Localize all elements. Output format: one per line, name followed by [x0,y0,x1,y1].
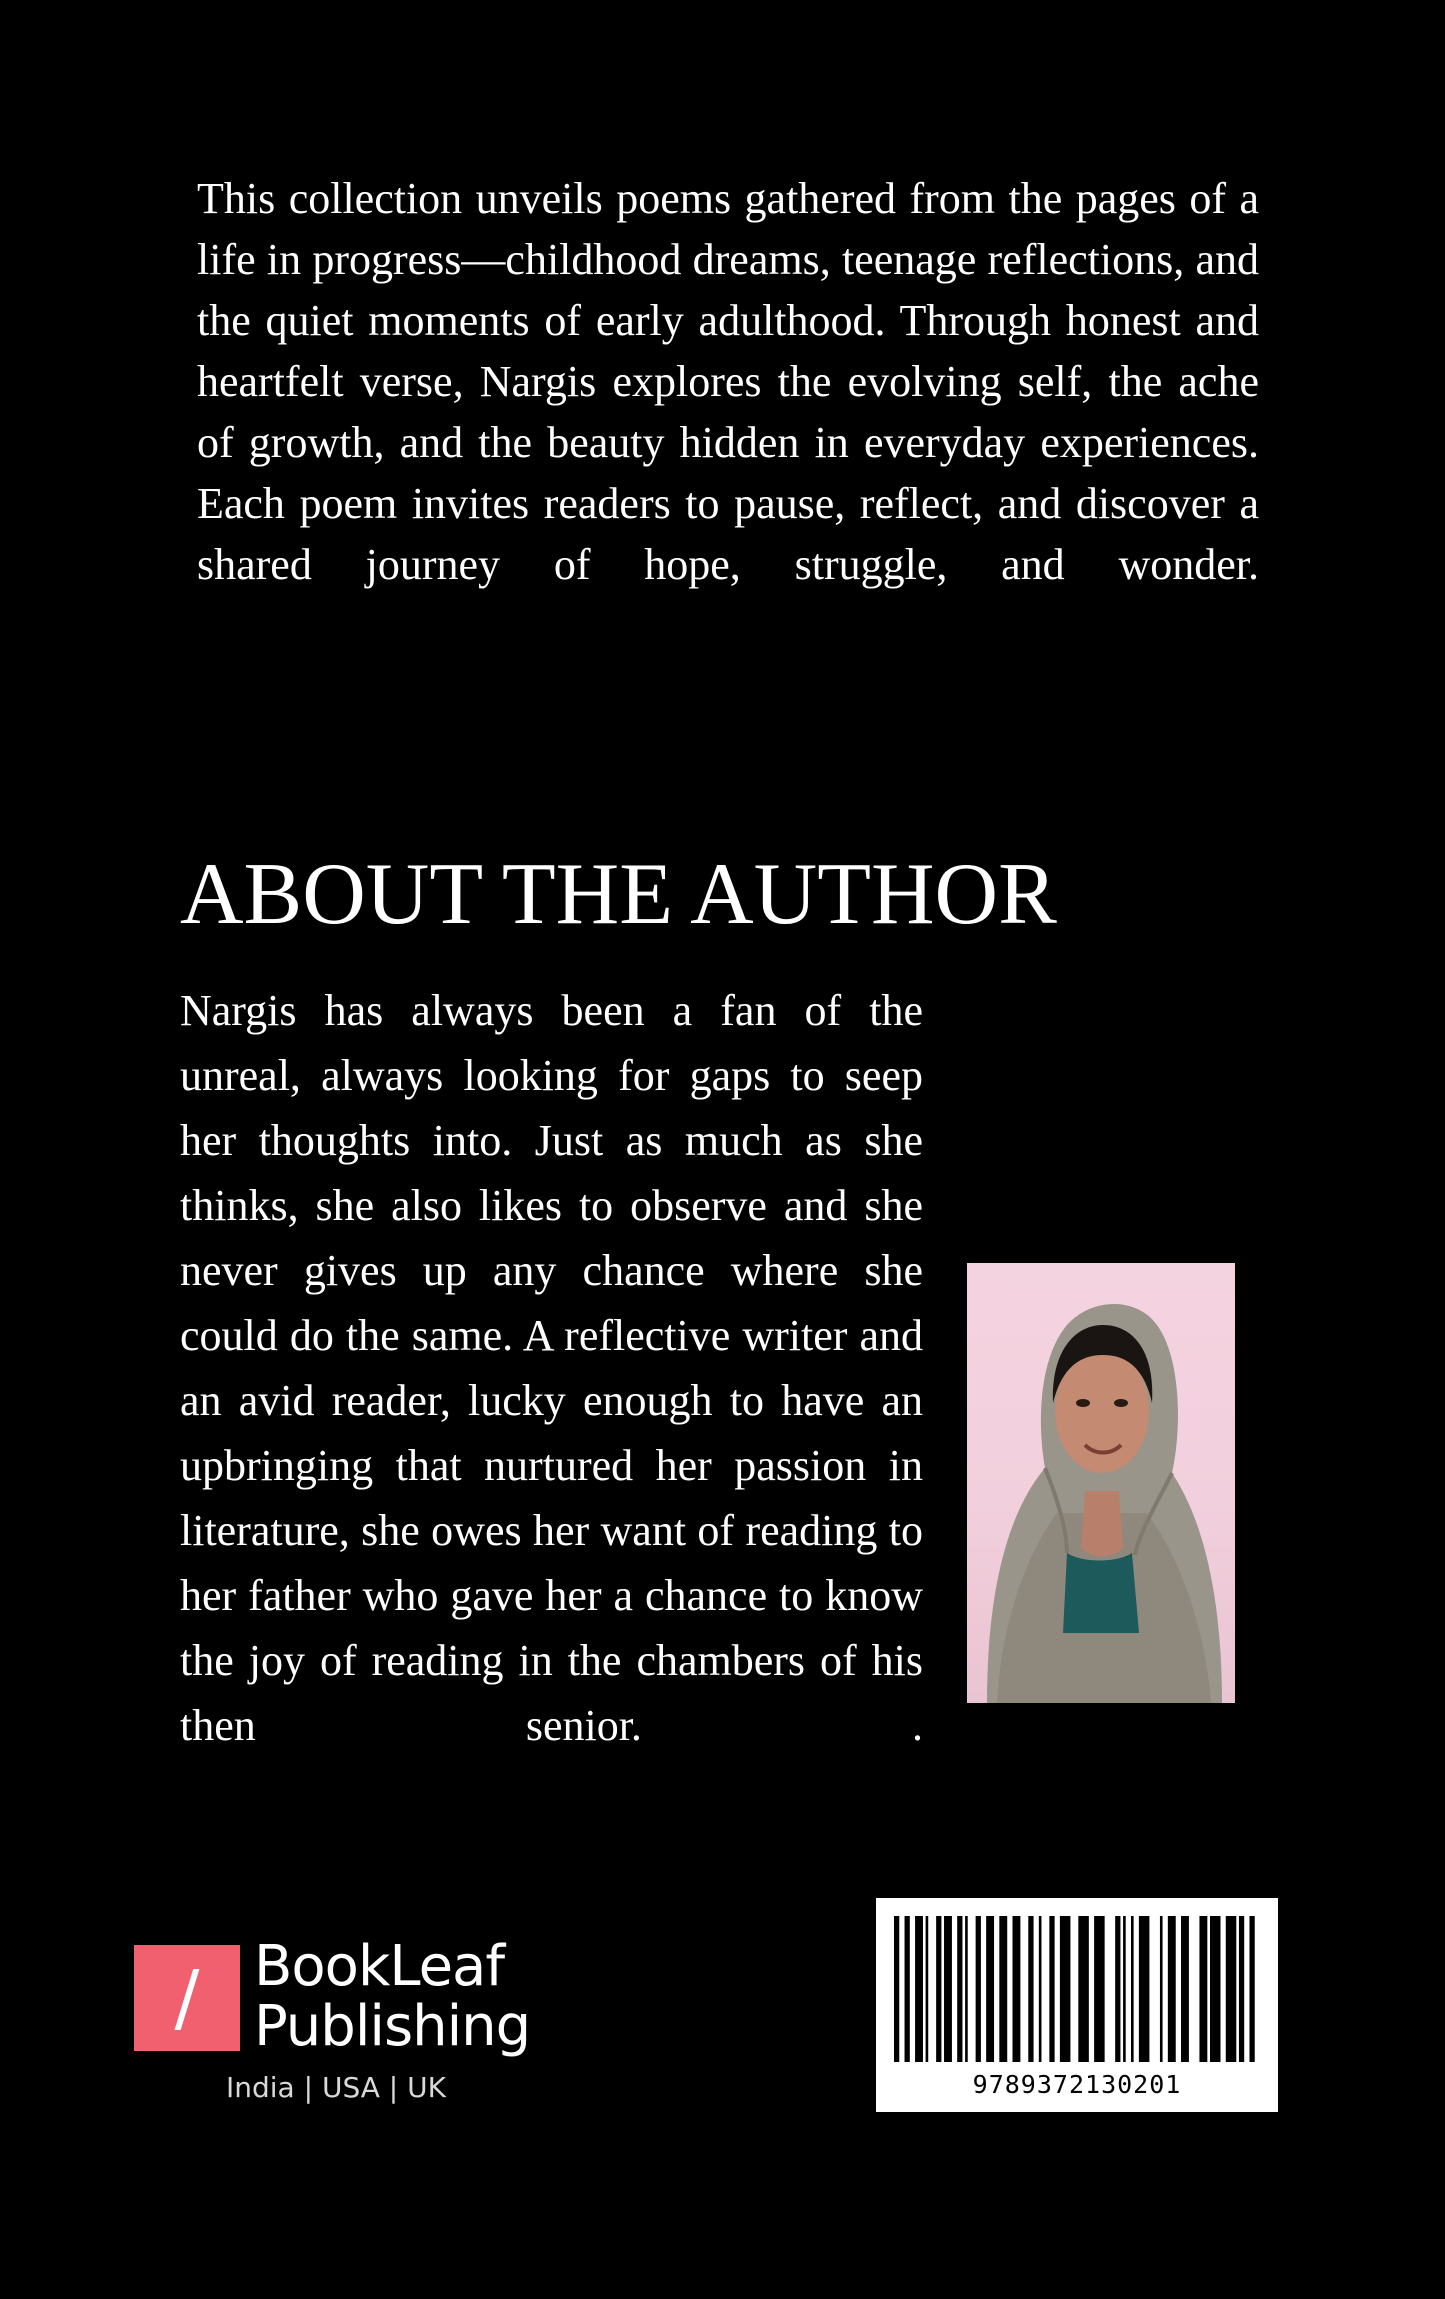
publisher-name [254,1934,531,2059]
barcode-bar [1012,1916,1020,2062]
barcode-bar [1115,1916,1120,2062]
barcode-bar [1199,1916,1207,2062]
logo-slash-icon: / [174,1955,200,2041]
barcode-bar [1139,1916,1150,2062]
barcode-bar [1049,1916,1054,2062]
barcode-bar [926,1916,929,2062]
barcode-bar [999,1916,1007,2062]
publisher-name-line1: BookLeaf [254,1934,505,1999]
isbn-barcode [876,1898,1278,2112]
barcode-bar [1039,1916,1042,2062]
barcode-bar [915,1916,923,2062]
barcode-bar [965,1916,968,2062]
barcode-bar [1181,1916,1189,2062]
barcode-bar [1226,1916,1237,2062]
barcode-bars [894,1916,1260,2062]
barcode-bar [1094,1916,1105,2062]
barcode-bar [1028,1916,1033,2062]
barcode-bar [1078,1916,1089,2062]
publisher-regions: India | USA | UK [226,2071,446,2104]
barcode-bar [936,1916,941,2062]
barcode-bar [1131,1916,1134,2062]
barcode-bar [976,1916,981,2062]
barcode-bar [1060,1916,1071,2062]
publisher-logo [134,1934,534,2113]
barcode-bar [986,1916,994,2062]
barcode-bar [1210,1916,1221,2062]
barcode-bar [957,1916,962,2062]
barcode-bar [1239,1916,1244,2062]
barcode-bar [905,1916,910,2062]
author-bio: Nargis has always been a fan of the unreal, always looking for gaps to seep her thoughts into. Just as much as she thinks, she also likes to observe and she never gives up any chance where she could do the same. A reflective writer and an avid reader, lucky enough to have an upbringing that nurtured her passion in literature, she owes her want of reading to her father who gave her a chance to know the joy of reading in the chambers of his then senior. . [180,986,923,1750]
publisher-name-line2: Publishing [254,1994,531,2059]
back-cover-blurb: This collection unveils poems gathered from the pages of a life in progress—childhood dreams, teenage reflections, and the quiet moments of early adulthood. Through honest and heartfelt verse, Nargis explores the evolving self, the ache of growth, and the beauty hidden in everyday experiences. Each poem invites readers to pause, reflect, and discover a shared journey of hope, struggle, and wonder. [197,174,1259,589]
author-photo [967,1263,1235,1703]
barcode-bar [1249,1916,1254,2062]
barcode-bar [1123,1916,1126,2062]
isbn-number: 9789372130201 [972,2070,1182,2099]
barcode-bar [1160,1916,1163,2062]
barcode-bar [894,1916,899,2062]
barcode-bar [944,1916,952,2062]
about-the-author-heading: ABOUT THE AUTHOR [180,846,1057,943]
barcode-bar [1168,1916,1176,2062]
